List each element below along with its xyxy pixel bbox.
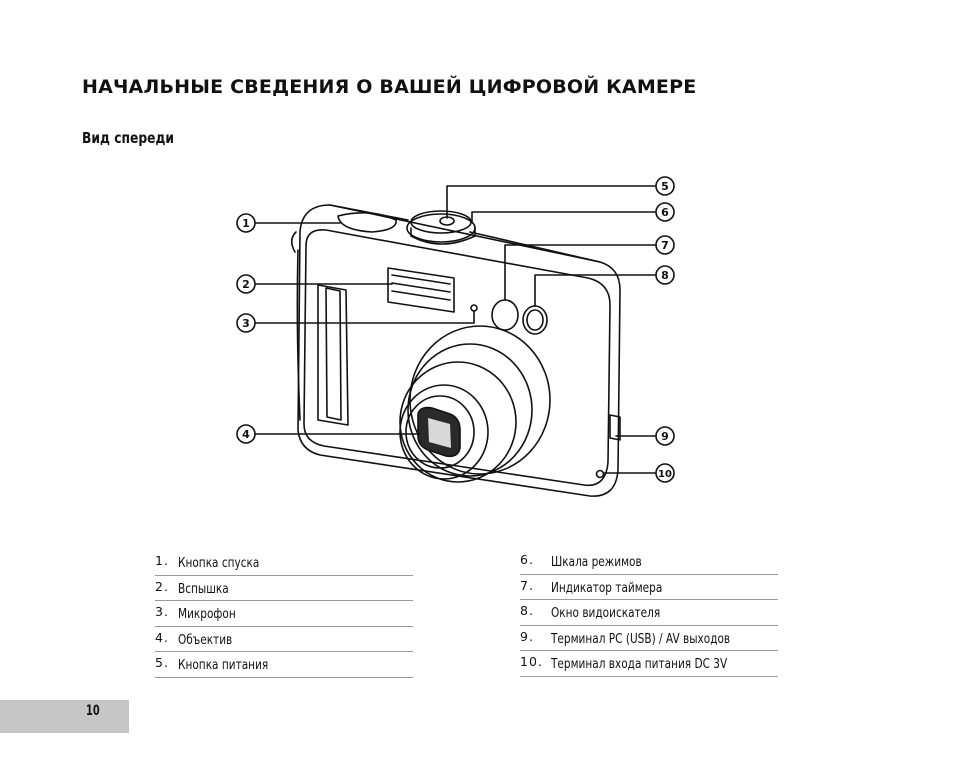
item-number: 4. [155, 629, 169, 645]
callout-5-number: 5 [661, 180, 669, 193]
list-item [155, 627, 413, 653]
list-item [155, 550, 413, 576]
callout-9-number: 9 [661, 430, 669, 443]
callout-10-number: 10 [658, 469, 672, 480]
item-label: Вспышка [178, 580, 229, 597]
item-number: 1. [155, 553, 169, 568]
self-timer-led [492, 300, 518, 330]
page-title: НАЧАЛЬНЫЕ СВЕДЕНИЯ О ВАШЕЙ ЦИФРОВОЙ КАМЕРЕ [82, 76, 697, 98]
microphone-hole [471, 305, 477, 311]
page-number-tab [0, 700, 129, 733]
list-item [520, 651, 778, 677]
callout-4-number: 4 [242, 428, 250, 441]
flash-window [388, 268, 454, 312]
camera-grip [318, 285, 348, 425]
item-number: 7. [520, 577, 534, 593]
item-label: Кнопка питания [178, 657, 269, 674]
callout-1-number: 1 [242, 217, 250, 230]
item-label: Шкала режимов [551, 554, 642, 570]
list-item [520, 626, 778, 652]
item-number: 6. [520, 552, 534, 567]
item-label: Объектив [178, 631, 233, 648]
dc-in-port [597, 471, 604, 478]
parts-list-left [155, 550, 413, 678]
list-item [155, 652, 413, 678]
parts-list-right [520, 549, 778, 677]
section-subtitle: Вид спереди [82, 129, 175, 147]
item-label: Терминал PC (USB) / AV выходов [551, 630, 731, 647]
item-number: 2. [155, 578, 169, 594]
item-number: 5. [155, 655, 169, 671]
callout-8-number: 8 [661, 269, 669, 282]
list-item [520, 575, 778, 601]
item-number: 3. [155, 604, 169, 620]
item-label: Кнопка спуска [178, 555, 260, 571]
callout-7-number: 7 [661, 239, 669, 252]
item-label: Окно видоискателя [551, 605, 661, 622]
callout-2-number: 2 [242, 278, 250, 291]
list-item [520, 549, 778, 575]
list-item [155, 576, 413, 602]
item-label: Микрофон [178, 606, 236, 623]
item-label: Индикатор таймера [551, 579, 663, 596]
item-number: 10. [520, 654, 543, 670]
item-label: Терминал входа питания DC 3V [551, 656, 728, 673]
callout-6-number: 6 [661, 206, 669, 219]
list-item [520, 600, 778, 626]
callout-3-number: 3 [242, 317, 250, 330]
page-number: 10 [86, 703, 100, 719]
list-item [155, 601, 413, 627]
item-number: 9. [520, 628, 534, 644]
item-number: 8. [520, 603, 534, 619]
